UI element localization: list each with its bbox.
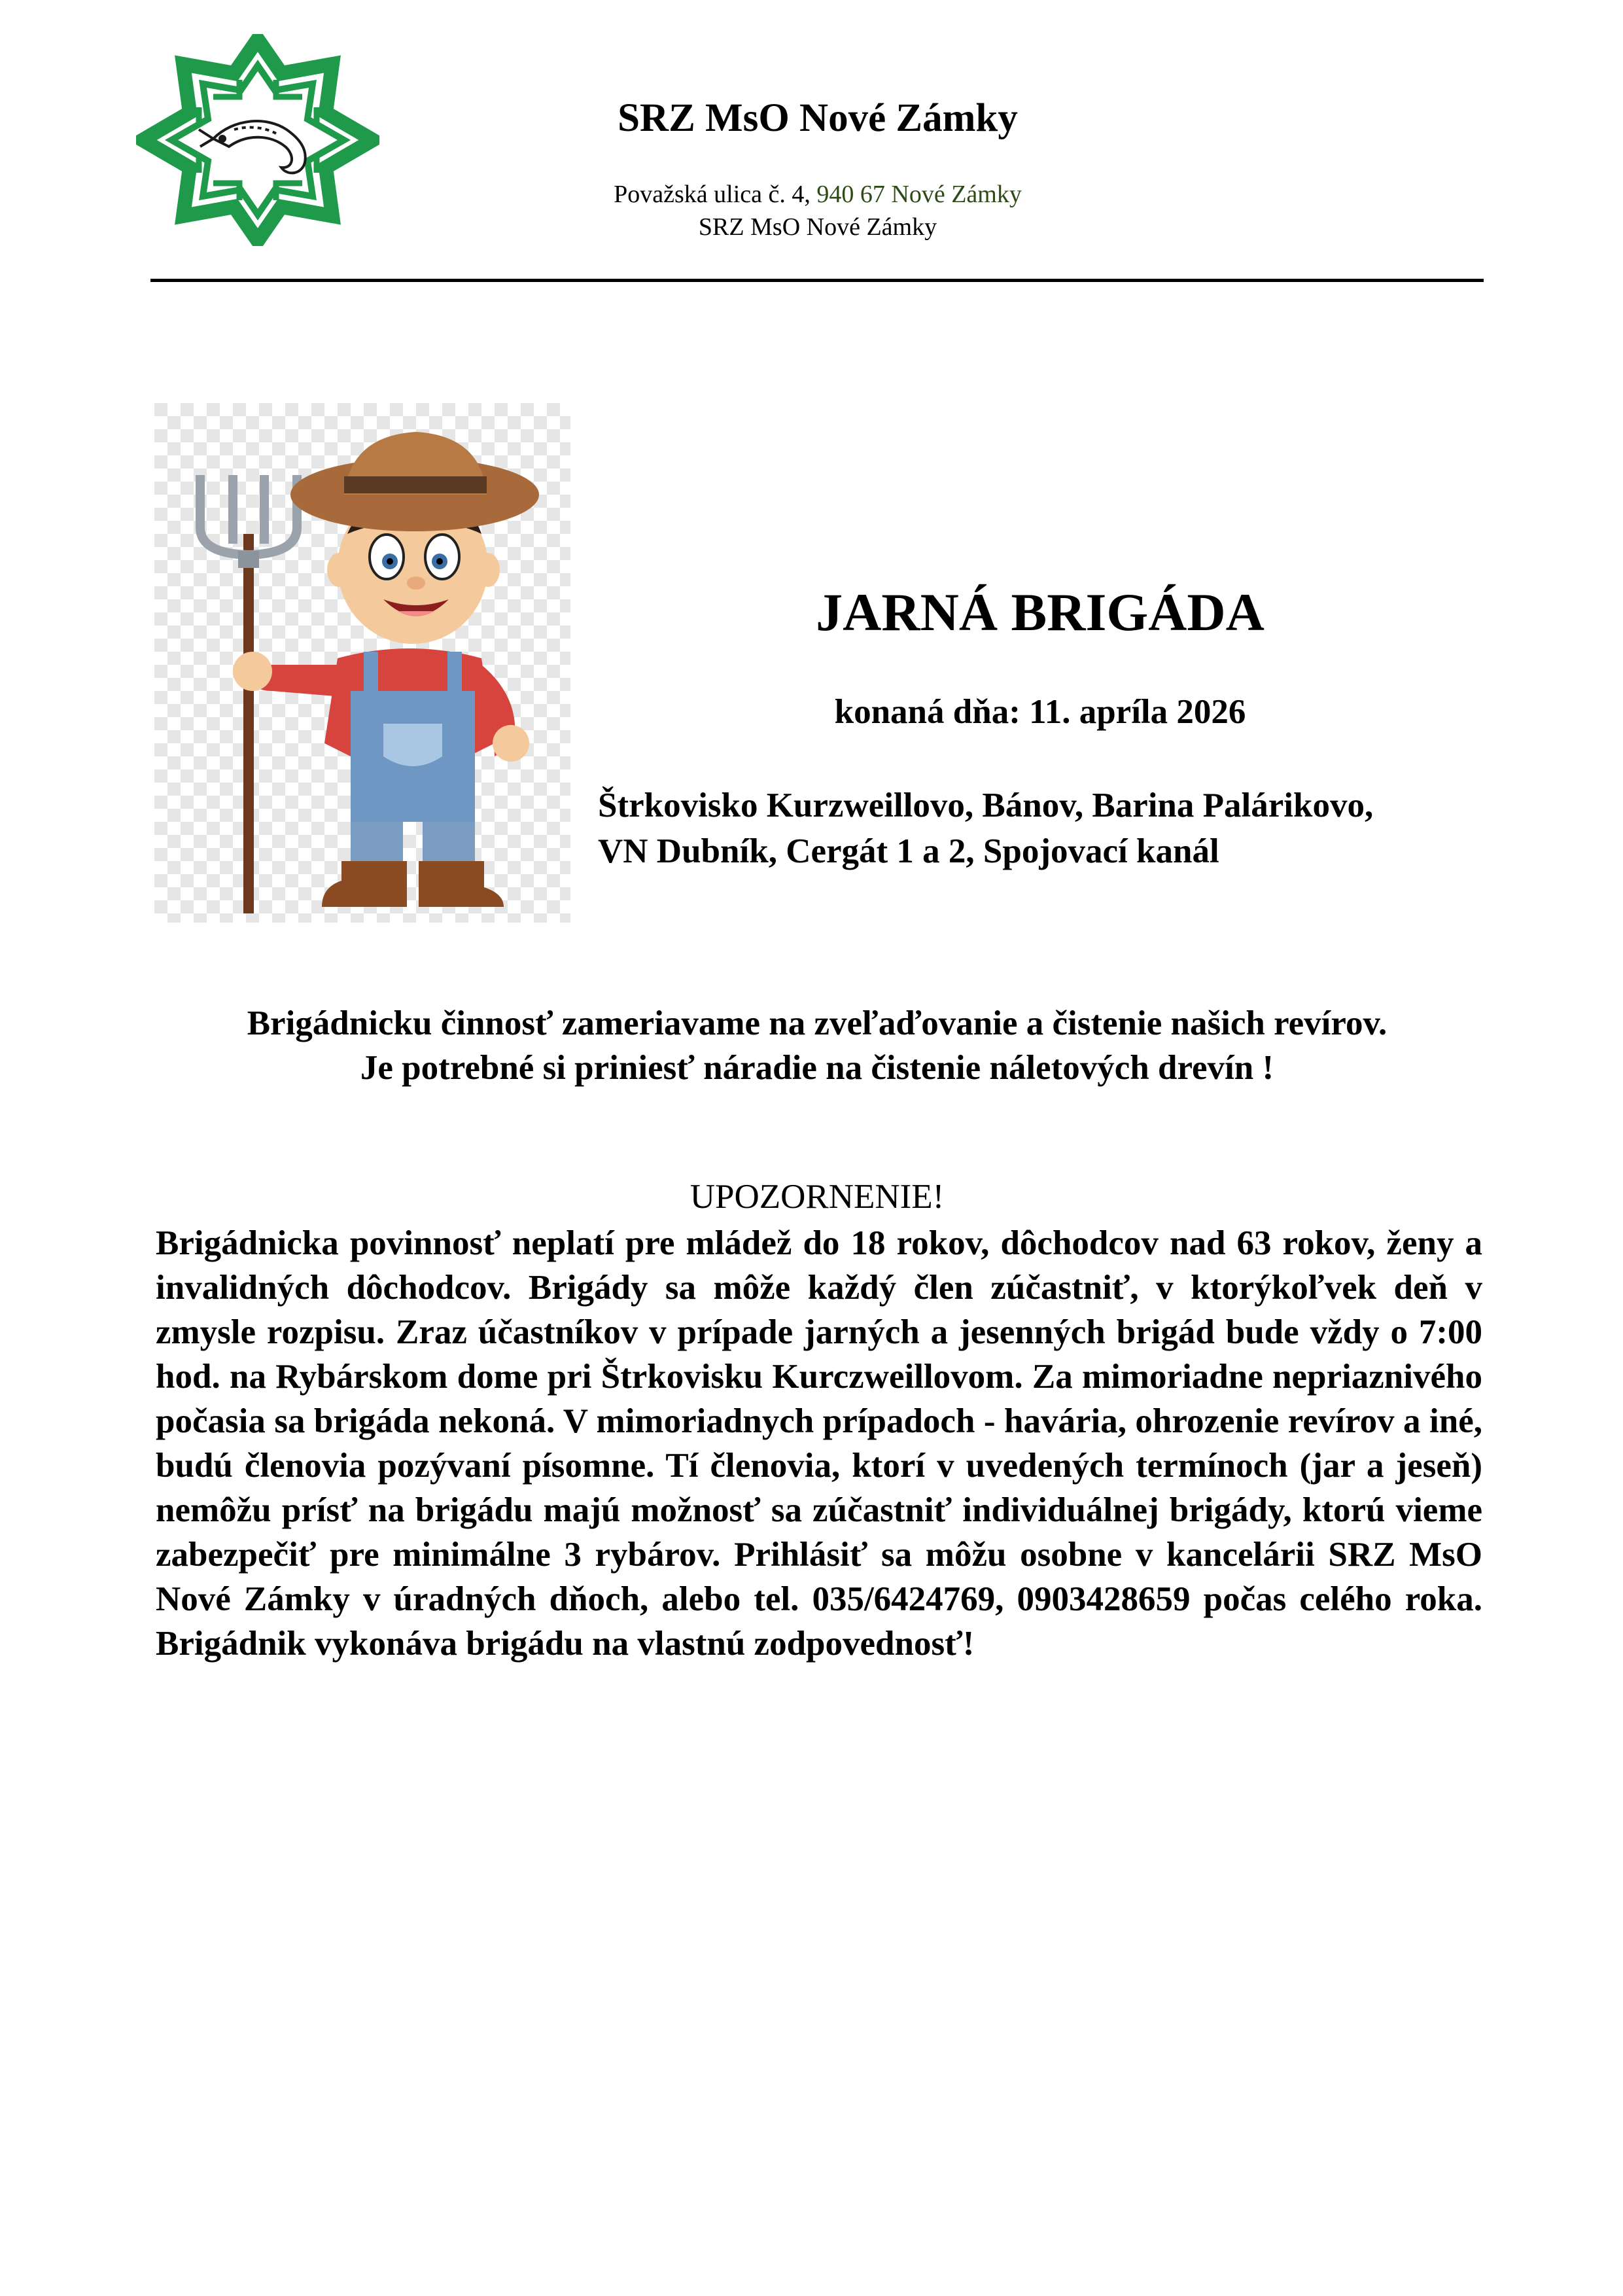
event-locations-line-2: VN Dubník, Cergát 1 a 2, Spojovací kanál — [598, 832, 1219, 870]
intro-line-1: Brigádnicku činnosť zameriavame na zveľaďovanie a čistenie našich revírov. — [247, 1004, 1387, 1042]
fish-icon — [199, 121, 305, 173]
event-locations — [598, 783, 1484, 874]
address-zip-city: 940 67 Nové Zámky — [816, 181, 1022, 208]
organization-name: SRZ MsO Nové Zámky — [618, 96, 1018, 140]
event-locations-line-1: Štrkovisko Kurzweillovo, Bánov, Barina Palárikovo, — [598, 786, 1374, 824]
address-street: Považská ulica č. 4, — [614, 181, 811, 208]
srz-logo-icon — [136, 34, 379, 246]
organization-address — [523, 180, 1112, 210]
event-title: JARNÁ BRIGÁDA — [816, 582, 1265, 642]
header-divider — [150, 279, 1484, 282]
notice-body: Brigádnicka povinnosť neplatí pre mládež do 18 rokov, dôchodcov nad 63 rokov, ženy a invalidných dôchodcov. Brigády sa môže každý člen zúčastniť, v ktorýkoľvek deň v zmysle rozpisu. Zraz účastníkov v prípade jarných a jesenných brigád bude vždy o 7:00 hod. na Rybárskom dome pri Štrkovisku Kurczweillovom. Za mimoriadne nepriaznivého počasia sa brigáda nekoná. V mimoriadnych prípadoch - havária, ohrozenie revírov a iné, budú členovia pozývaní písomne. Tí členovia, ktorí v uvedených termínoch (jar a jeseň) nemôžu prísť na brigádu majú možnosť sa zúčastniť individuálnej brigády, ktorú vieme zabezpečiť pre minimálne 3 rybárov. Prihlásiť sa môžu osobne v kancelárii SRZ MsO Nové Zámky v úradných dňoch, alebo tel. 035/6424769, 0903428659 počas celého roka. Brigádnik vykonáva brigádu na vlastnú zodpovednosť! — [156, 1224, 1482, 1663]
intro-paragraph — [150, 1001, 1484, 1090]
notice-heading: UPOZORNENIE! — [689, 1178, 945, 1216]
farmer-illustration — [154, 403, 570, 923]
organization-subtitle: SRZ MsO Nové Zámky — [698, 213, 937, 241]
event-date: konaná dňa: 11. apríla 2026 — [834, 693, 1246, 731]
intro-line-2: Je potrebné si priniesť náradie na čistenie náletových drevín ! — [360, 1049, 1274, 1087]
